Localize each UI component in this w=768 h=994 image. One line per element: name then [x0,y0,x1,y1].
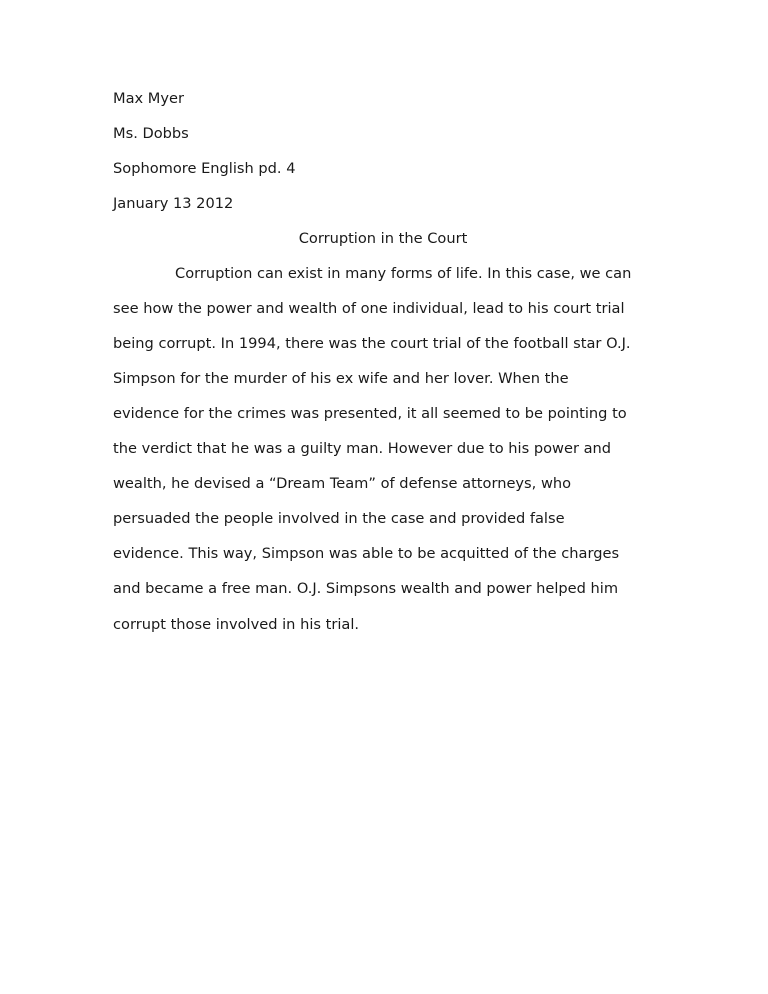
date-line: January 13 2012 [113,195,234,212]
body-line: Simpson for the murder of his ex wife and her lover. When the [113,370,569,387]
body-line: evidence for the crimes was presented, it all seemed to be pointing to [113,405,627,422]
body-line: being corrupt. In 1994, there was the court trial of the football star O.J. [113,335,631,352]
body-line: and became a free man. O.J. Simpsons wealth and power helped him [113,580,619,597]
body-line: see how the power and wealth of one individual, lead to his court trial [113,300,625,317]
student-name: Max Myer [113,90,185,107]
body-line: wealth, he devised a “Dream Team” of defense attorneys, who [113,475,572,492]
teacher-name: Ms. Dobbs [113,125,189,142]
body-line: evidence. This way, Simpson was able to be acquitted of the charges [113,545,620,562]
body-line: corrupt those involved in his trial. [113,616,360,633]
essay-title: Corruption in the Court [298,230,468,247]
body-line: Corruption can exist in many forms of life. In this case, we can [175,265,632,282]
body-line: persuaded the people involved in the case and provided false [113,510,565,527]
body-line: the verdict that he was a guilty man. However due to his power and [113,440,612,457]
course-line: Sophomore English pd. 4 [113,160,296,177]
